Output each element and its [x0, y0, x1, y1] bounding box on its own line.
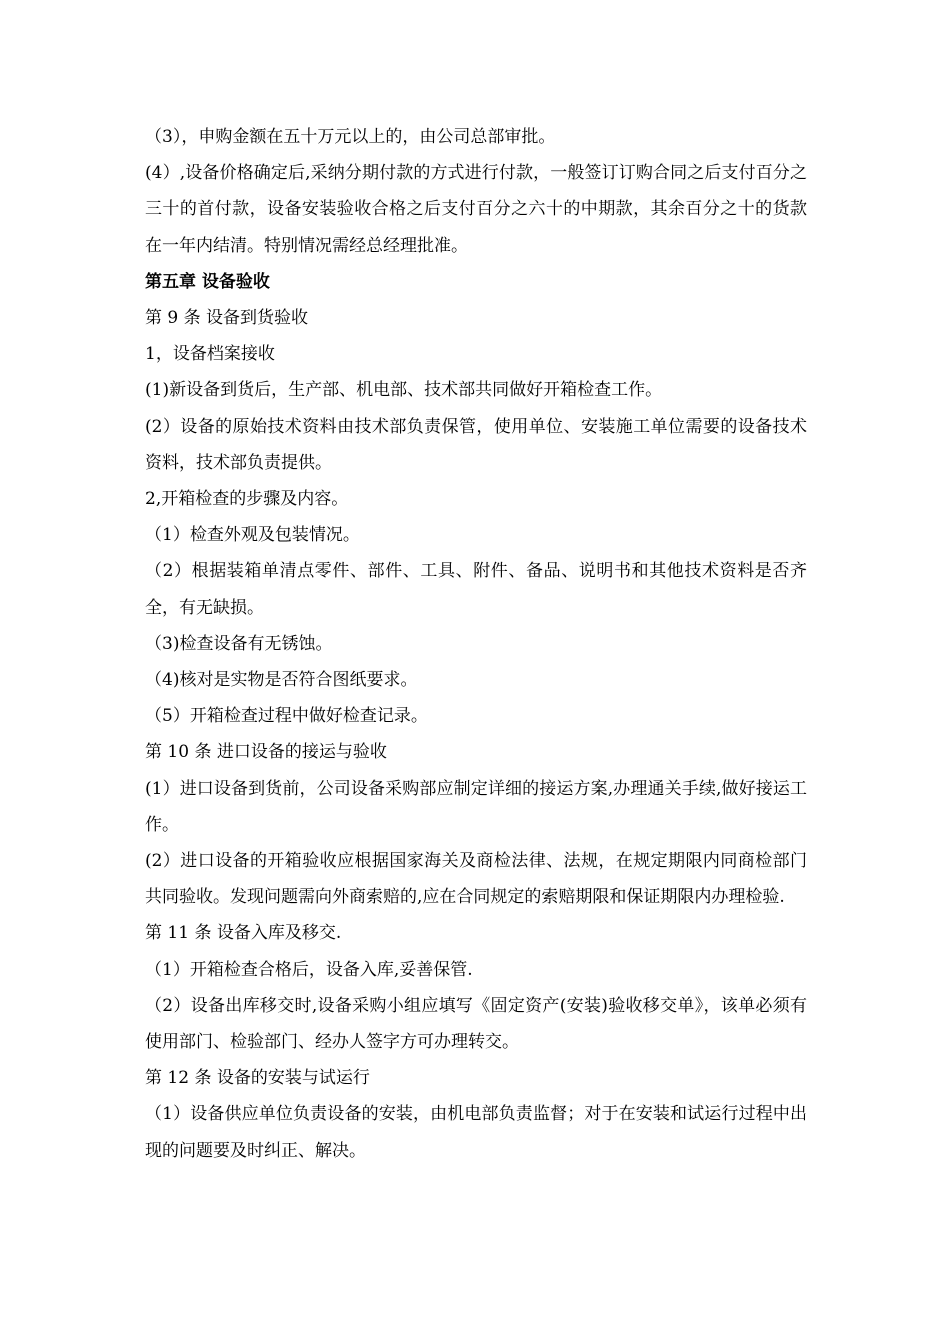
paragraph-installment-payment: (4）,设备价格确定后,采纳分期付款的方式进行付款，一般签订订购合同之后支付百分之三十的首付款，设备安装验收合格之后支付百分之六十的中期款，其余百分之十的货款在一年内结清。特别情况需经总经理批准。 — [145, 163, 807, 256]
article-11-heading: 第 11 条 设备入库及移交. — [145, 923, 342, 944]
paragraph-check-rust: （3)检查设备有无锈蚀。 — [145, 633, 333, 654]
subsection-archive-receipt: 1，设备档案接收 — [145, 344, 275, 365]
paragraph-import-arrival: (1）进口设备到货前，公司设备采购部应制定详细的接运方案,办理通关手续,做好接运工作。 — [145, 778, 807, 835]
article-9-heading: 第 9 条 设备到货验收 — [145, 308, 309, 329]
paragraph-verify-drawings: （4)核对是实物是否符合图纸要求。 — [145, 670, 418, 691]
paragraph-approval-over-500k: （3），申购金额在五十万元以上的，由公司总部审批。 — [145, 127, 556, 147]
paragraph-import-inspection: (2）进口设备的开箱验收应根据国家海关及商检法律、法规，在规定期限内同商检部门共同验收。发现问题需向外商索赔的,应在合同规定的索赔期限和保证期限内办理检验. — [145, 851, 807, 908]
article-10-heading: 第 10 条 进口设备的接运与验收 — [145, 742, 387, 763]
paragraph-check-appearance: （1）检查外观及包装情况。 — [145, 525, 360, 546]
document-body — [145, 119, 807, 1169]
paragraph-inspection-record: （5）开箱检查过程中做好检查记录。 — [145, 706, 428, 727]
chapter-heading-equipment-acceptance: 第五章 设备验收 — [145, 271, 270, 292]
paragraph-handover-form: （2）设备出库移交时,设备采购小组应填写《固定资产(安装)验收移交单》，该单必须有使用部门、检验部门、经办人签字方可办理转交。 — [145, 995, 807, 1053]
article-12-heading: 第 12 条 设备的安装与试运行 — [145, 1068, 370, 1089]
paragraph-new-equipment-arrival: (1)新设备到货后，生产部、机电部、技术部共同做好开箱检查工作。 — [145, 380, 663, 401]
paragraph-warehousing: （1）开箱检查合格后，设备入库,妥善保管. — [145, 959, 473, 980]
paragraph-installation-supervision: （1）设备供应单位负责设备的安装，由机电部负责监督；对于在安装和试运行过程中出现的问题要及时纠正、解决。 — [145, 1104, 807, 1161]
paragraph-count-parts: （2）根据装箱单清点零件、部件、工具、附件、备品、说明书和其他技术资料是否齐全，有无缺损。 — [145, 561, 807, 618]
subsection-unpacking-steps: 2,开箱检查的步骤及内容。 — [145, 489, 349, 510]
paragraph-technical-documents: (2）设备的原始技术资料由技术部负责保管，使用单位、安装施工单位需要的设备技术资料，技术部负责提供。 — [145, 416, 807, 473]
